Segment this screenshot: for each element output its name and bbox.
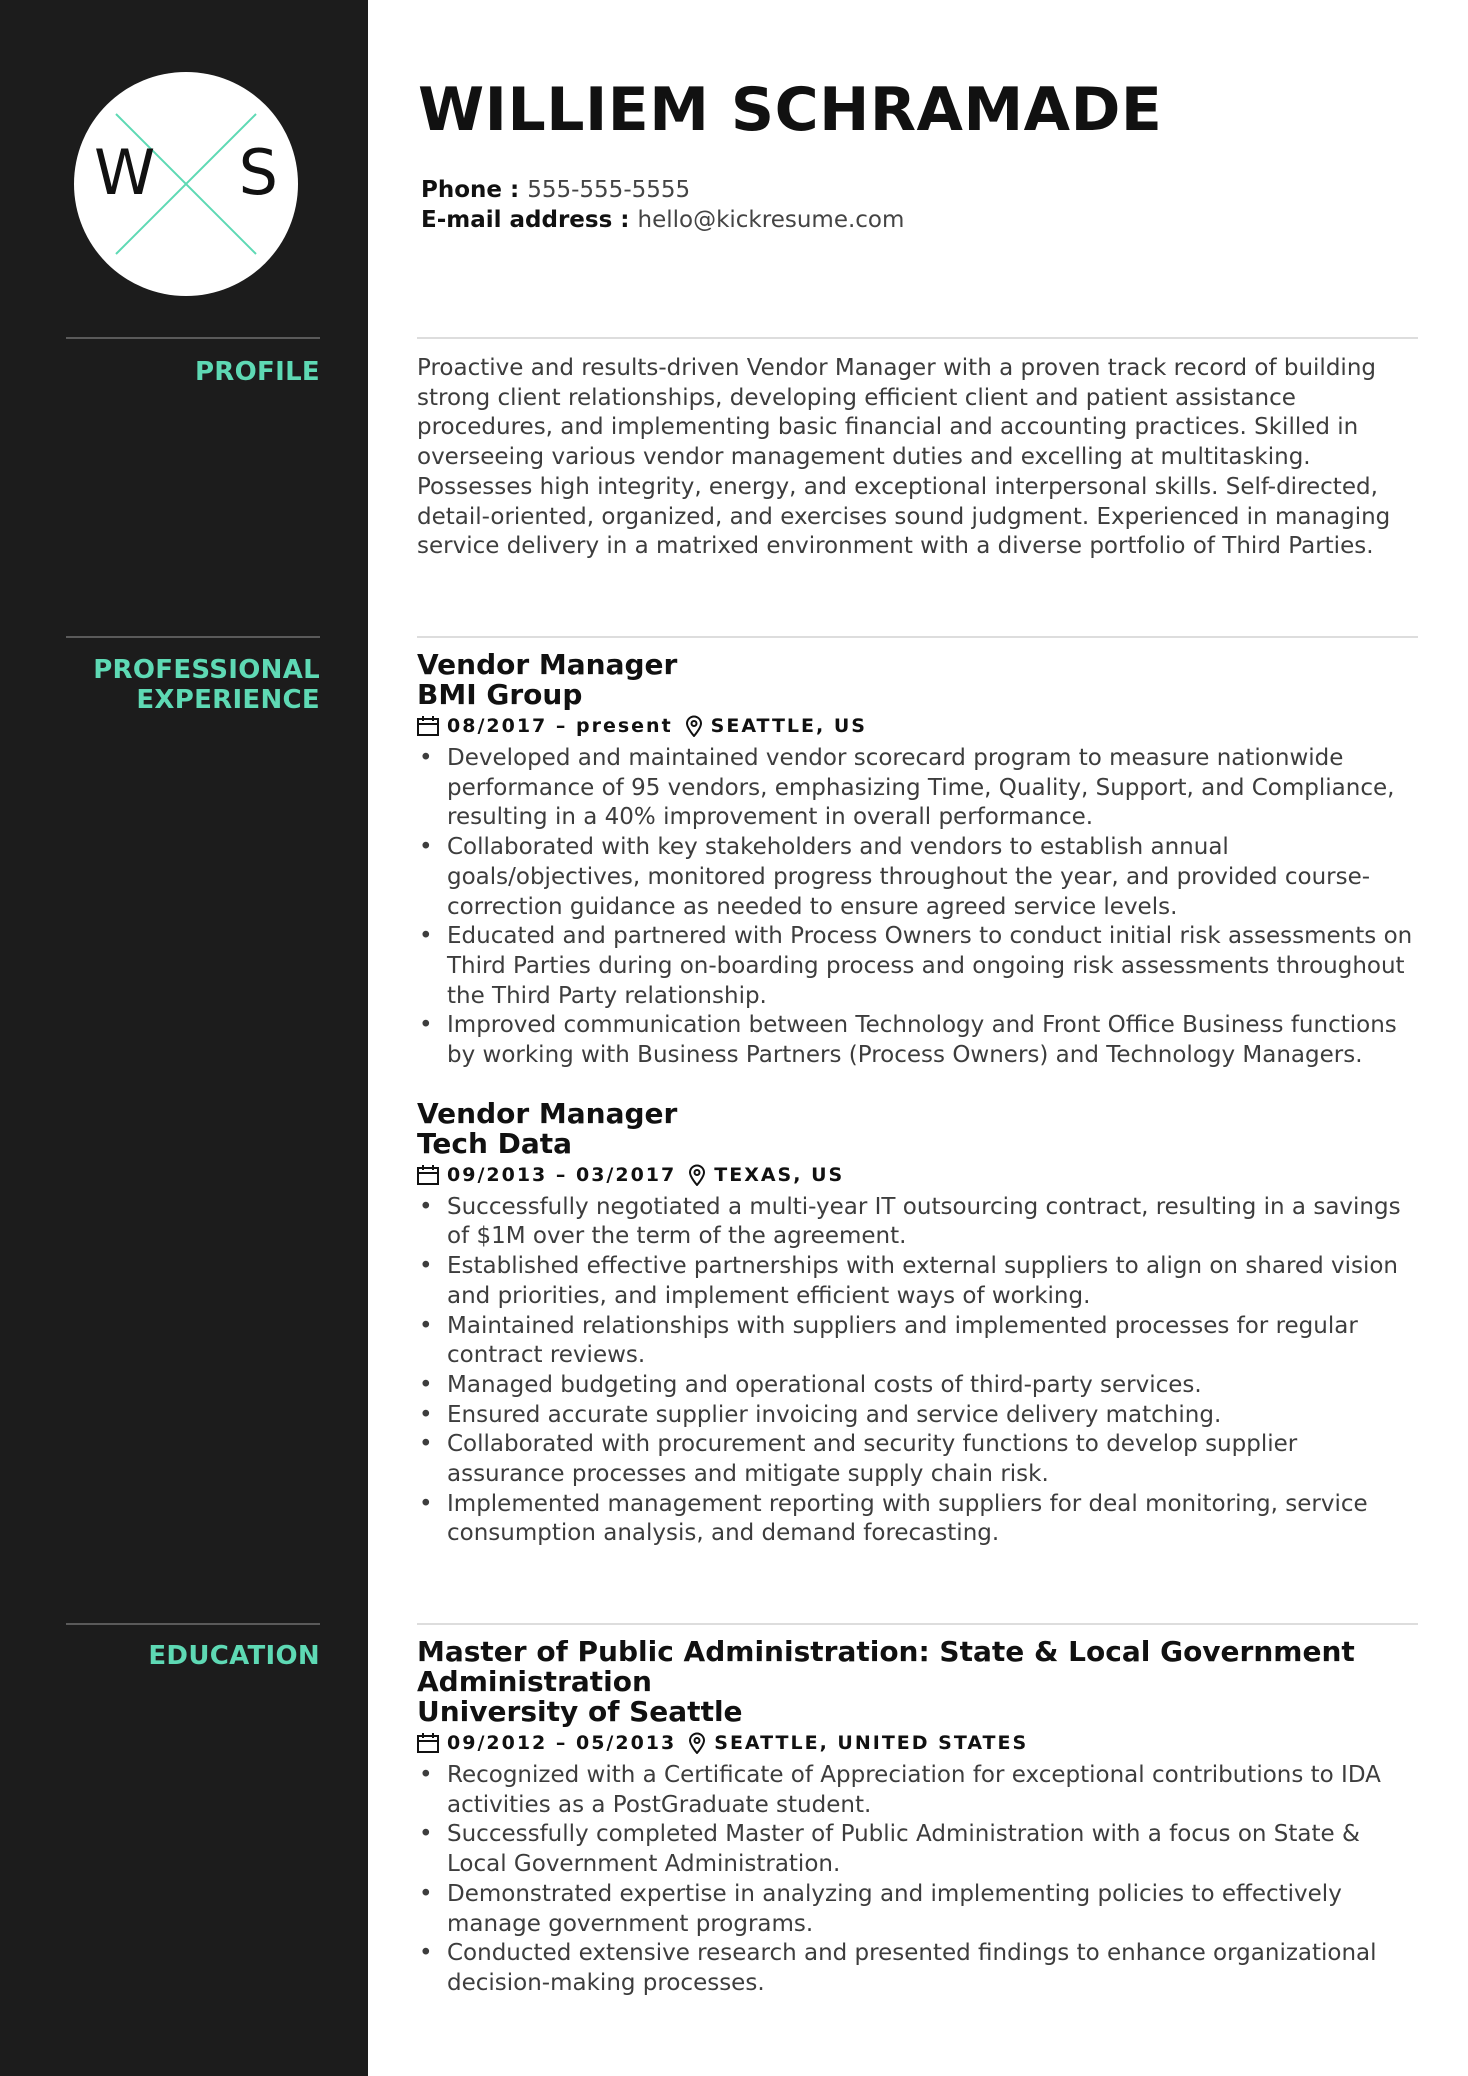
job-entry <box>417 1096 1417 1549</box>
education-dates: 09/2012 – 05/2013 <box>447 1732 677 1754</box>
phone-value: 555-555-5555 <box>527 177 691 203</box>
list-item: • Developed and maintained vendor scorecard program to measure nationwide performance of 95 vendors, emphasizing Time, Quality, Support, and Compliance, resulting in a 40% improvement in overall performance. <box>417 744 1417 833</box>
experience-heading: PROFESSIONAL EXPERIENCE <box>93 655 320 715</box>
phone-row <box>421 175 904 205</box>
education-entry <box>417 1637 1417 1999</box>
candidate-name: WILLIEM SCHRAMADE <box>418 75 1163 145</box>
job-meta <box>417 1161 1417 1189</box>
list-item: • Successfully completed Master of Public Administration with a focus on State & Local Government Administration. <box>417 1820 1417 1879</box>
education-section <box>417 1637 1417 1999</box>
monogram-initial-left: W <box>94 136 156 209</box>
email-value: hello@kickresume.com <box>637 207 905 233</box>
job-entry <box>417 650 1417 1071</box>
job-title: Vendor Manager <box>417 648 678 681</box>
job-title: Vendor Manager <box>417 1096 678 1130</box>
profile-section <box>417 354 1417 562</box>
list-item: • Collaborated with procurement and security functions to develop supplier assurance processes and mitigate supply chain risk. <box>417 1430 1417 1489</box>
sidebar-divider <box>66 1623 320 1625</box>
list-item: • Recognized with a Certificate of Appreciation for exceptional contributions to IDA activities as a PostGraduate student. <box>417 1761 1417 1820</box>
list-item: • Established effective partnerships with external suppliers to align on shared vision and priorities, and implement efficient ways of working. <box>417 1252 1417 1311</box>
calendar-icon <box>417 716 439 736</box>
company-name: BMI Group <box>417 678 583 711</box>
list-item: • Maintained relationships with suppliers and implemented processes for regular contract reviews. <box>417 1312 1417 1371</box>
sidebar-divider <box>66 337 320 339</box>
job-dates: 08/2017 – present <box>447 715 673 737</box>
job-bullets <box>417 1193 1417 1549</box>
list-item: • Successfully negotiated a multi-year IT outsourcing contract, resulting in a savings of $1M over the term of the agreement. <box>417 1193 1417 1252</box>
profile-text: Proactive and results-driven Vendor Manager with a proven track record of building strong client relationships, developing efficient client and patient assistance procedures, and implementing basic financial and accounting practices. Skilled in overseeing various vendor management duties and excelling at multitasking. Possesses high integrity, energy, and exceptional interpersonal skills. Self-directed, detail-oriented, organized, and exercises sound judgment. Experienced in managing service delivery in a matrixed environment with a diverse portfolio of Third Parties. <box>417 355 1391 560</box>
list-item: • Collaborated with key stakeholders and vendors to establish annual goals/objectives, monitored progress throughout the year, and provided course-correction guidance as needed to ensure agreed service levels. <box>417 833 1417 922</box>
education-heading: EDUCATION <box>148 1641 320 1671</box>
sidebar <box>0 0 368 2076</box>
section-divider <box>417 636 1418 638</box>
school-name: University of Seattle <box>417 1695 743 1728</box>
location-pin-icon <box>688 1732 706 1754</box>
education-meta <box>417 1729 1417 1757</box>
job-dates: 09/2013 – 03/2017 <box>447 1163 677 1186</box>
list-item: • Educated and partnered with Process Owners to conduct initial risk assessments on Third Parties during on-boarding process and ongoing risk assessments throughout the Third Party relationship. <box>417 922 1417 1011</box>
experience-section <box>417 650 1417 1549</box>
profile-heading: PROFILE <box>194 357 320 387</box>
section-divider <box>417 1623 1418 1625</box>
email-row <box>421 205 904 235</box>
education-location: SEATTLE, UNITED STATES <box>714 1732 1029 1754</box>
location-pin-icon <box>688 1164 706 1186</box>
calendar-icon <box>417 1733 439 1753</box>
sidebar-divider <box>66 636 320 638</box>
job-meta <box>417 712 1417 740</box>
degree-title: Master of Public Administration: State & Local Government Administration <box>417 1635 1355 1698</box>
monogram-logo <box>74 72 298 296</box>
location-pin-icon <box>685 715 703 737</box>
email-label: E-mail address : <box>421 207 630 233</box>
list-item: • Ensured accurate supplier invoicing and service delivery matching. <box>417 1401 1417 1431</box>
job-location: SEATTLE, US <box>710 715 867 737</box>
calendar-icon <box>417 1165 439 1185</box>
list-item: • Improved communication between Technology and Front Office Business functions by working with Business Partners (Process Owners) and Technology Managers. <box>417 1011 1417 1070</box>
monogram-initial-right: S <box>238 136 278 209</box>
list-item: • Demonstrated expertise in analyzing and implementing policies to effectively manage government programs. <box>417 1880 1417 1939</box>
company-name: Tech Data <box>417 1126 573 1160</box>
contact-info <box>421 175 904 235</box>
list-item: • Conducted extensive research and presented findings to enhance organizational decision-making processes. <box>417 1939 1417 1998</box>
phone-label: Phone : <box>421 177 520 203</box>
list-item: • Managed budgeting and operational costs of third-party services. <box>417 1371 1417 1401</box>
job-location: TEXAS, US <box>714 1163 845 1186</box>
list-item: • Implemented management reporting with suppliers for deal monitoring, service consumption analysis, and demand forecasting. <box>417 1490 1417 1549</box>
section-divider <box>417 337 1418 339</box>
job-bullets <box>417 744 1417 1071</box>
education-bullets <box>417 1761 1417 1999</box>
